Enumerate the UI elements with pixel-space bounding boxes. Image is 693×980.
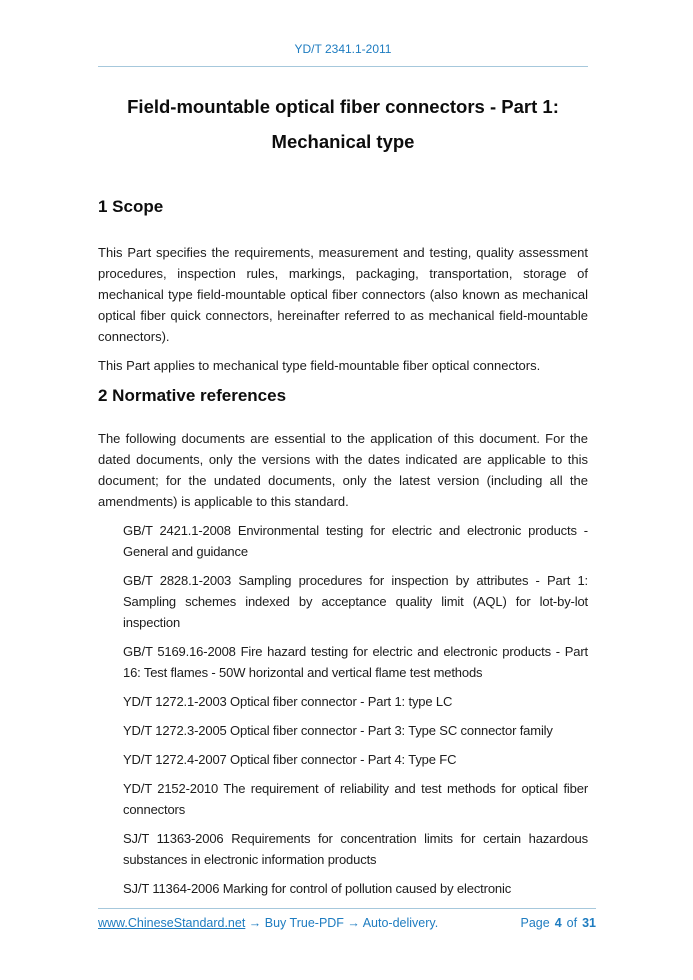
- page-footer: [98, 908, 596, 931]
- reference-item: GB/T 5169.16-2008 Fire hazard testing for electric and electronic products - Part 16: Test flames - 50W horizontal and vertical flame test methods: [123, 644, 588, 680]
- footer-left: [98, 916, 438, 931]
- reference-item: SJ/T 11364-2006 Marking for control of pollution caused by electronic: [123, 881, 512, 896]
- reference-item: YD/T 1272.4-2007 Optical fiber connector - Part 4: Type FC: [123, 752, 457, 767]
- page-indicator: [521, 916, 597, 931]
- header-doc-number: YD/T 2341.1-2011: [294, 42, 392, 56]
- document-title-line2: Mechanical type: [271, 131, 415, 152]
- reference-item: SJ/T 11363-2006 Requirements for concentration limits for certain hazardous substances in electronic information products: [123, 831, 588, 867]
- document-title-line1: Field-mountable optical fiber connectors - Part 1:: [127, 96, 559, 117]
- document-title: [98, 89, 588, 159]
- scope-paragraph: This Part specifies the requirements, measurement and testing, quality assessment procedures, inspection rules, markings, packaging, transportation, storage of mechanical type field-mountable optical fiber connectors (also known as mechanical optical fiber quick connectors, hereinafter referred to as mechanical field-mountable connectors).: [98, 245, 588, 344]
- scope-heading: 1 Scope: [98, 197, 164, 216]
- reference-item: YD/T 1272.1-2003 Optical fiber connector - Part 1: type LC: [123, 694, 453, 709]
- page-number-current: 4: [554, 916, 562, 930]
- footer-site-link[interactable]: www.ChineseStandard.net: [98, 916, 246, 930]
- of-label: of: [566, 916, 578, 930]
- page-label: Page: [520, 916, 550, 930]
- footer-tagline: → Buy True-PDF → Auto-delivery.: [245, 916, 439, 930]
- reference-item: GB/T 2421.1-2008 Environmental testing for electric and electronic products - General and guidance: [123, 523, 588, 559]
- references-list: [123, 520, 588, 899]
- reference-item: YD/T 2152-2010 The requirement of reliability and test methods for optical fiber connectors: [123, 781, 588, 817]
- normative-intro-paragraph: The following documents are essential to the application of this document. For the dated documents, only the versions with the dates indicated are applicable to this document; for the undated documents, only the latest version (including all the amendments) is applicable to this standard.: [98, 431, 588, 509]
- reference-item: GB/T 2828.1-2003 Sampling procedures for inspection by attributes - Part 1: Sampling schemes indexed by acceptance quality limit (AQL) for lot-by-lot inspection: [123, 573, 588, 630]
- header-rule: [98, 66, 588, 67]
- page-number-total: 31: [582, 916, 596, 930]
- reference-item: YD/T 1272.3-2005 Optical fiber connector - Part 3: Type SC connector family: [123, 723, 553, 738]
- normative-references-heading: 2 Normative references: [98, 386, 287, 405]
- scope-paragraph: This Part applies to mechanical type field-mountable fiber optical connectors.: [98, 358, 541, 373]
